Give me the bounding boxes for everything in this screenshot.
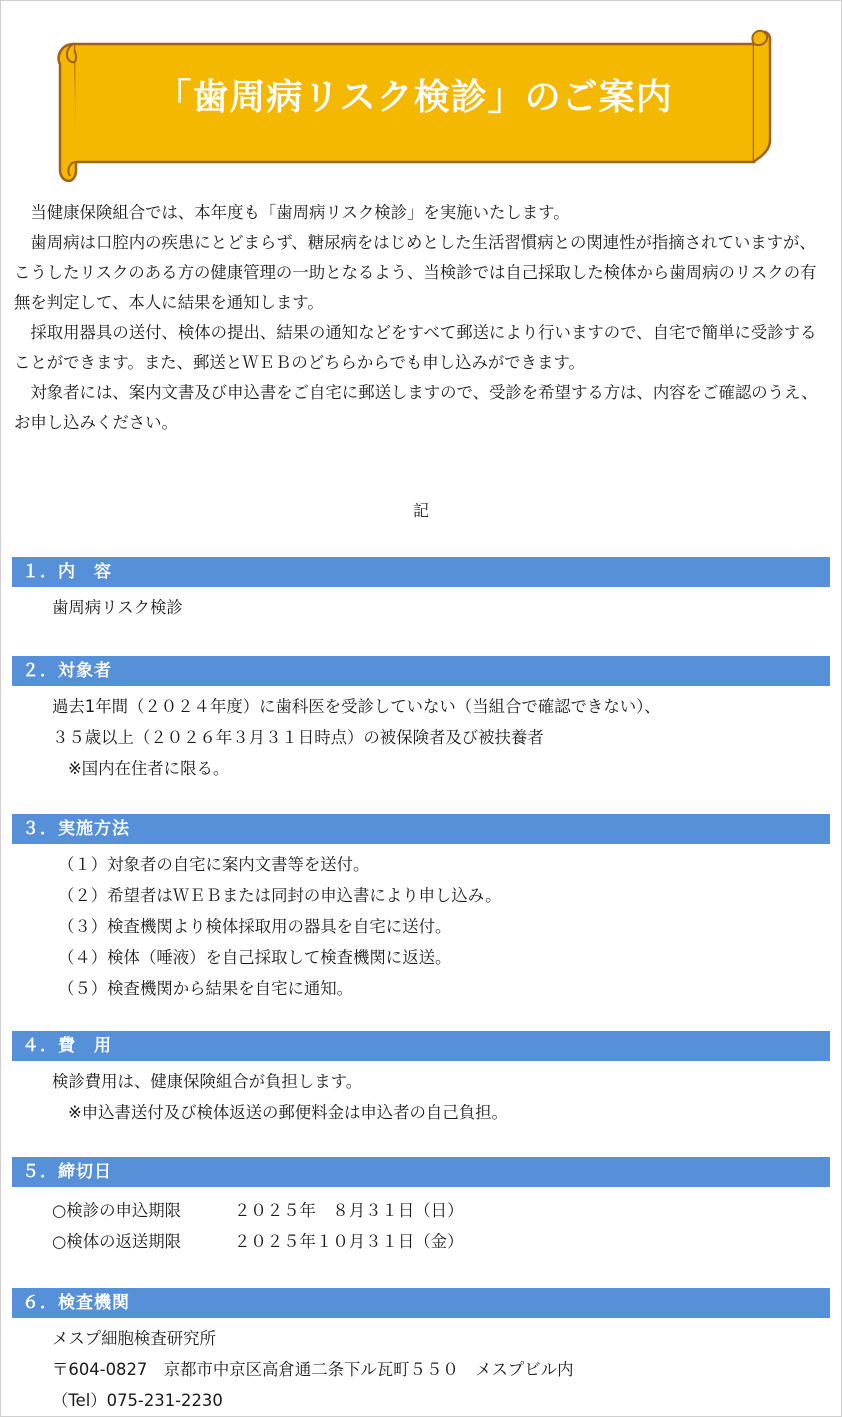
content-text: 歯周病リスク検診 — [52, 598, 183, 617]
section-heading-target: ２．対象者 — [12, 656, 830, 686]
cost-line: 検診費用は、健康保険組合が負担します。 — [52, 1072, 363, 1091]
method-step: （４）検体（唾液）を自己採取して検査機関に返送。 — [58, 948, 452, 967]
deadline-date: ２０２５年 ８月３１日（日） — [234, 1201, 464, 1220]
intro-paragraph: 歯周病は口腔内の疾患にとどまらず、糖尿病をはじめとした生活習慣病との関連性が指摘されていますが、こうしたリスクのある方の健康管理の一助となるよう、当検診では自己採取した検体から歯周病のリスクの有無を判定して、本人に結果を通知します。 — [14, 233, 817, 312]
method-step: （２）希望者はＷＥＢまたは同封の申込書により申し込み。 — [58, 886, 502, 905]
lab-name: メスプ細胞検査研究所 — [52, 1329, 216, 1348]
page-title: 「歯周病リスク検診」のご案内 — [155, 77, 673, 118]
section-heading-lab: ６．検査機関 — [12, 1288, 830, 1318]
section-body-deadline — [52, 1195, 463, 1257]
deadline-row — [52, 1226, 463, 1257]
method-step: （５）検査機関から結果を自宅に通知。 — [58, 979, 354, 998]
cost-note: ※申込書送付及び検体返送の郵便料金は申込者の自己負担。 — [68, 1103, 508, 1122]
deadline-label: ○検体の返送期限 — [52, 1232, 182, 1251]
section-heading-content: １．内 容 — [12, 557, 830, 587]
section-body-lab — [52, 1323, 573, 1416]
method-step: （１）対象者の自宅に案内文書等を送付。 — [58, 855, 370, 874]
intro-paragraph: 当健康保険組合では、本年度も「歯周病リスク検診」を実施いたします。 — [30, 203, 570, 222]
intro-text — [14, 198, 832, 438]
section-heading-method: ３．実施方法 — [12, 814, 830, 844]
intro-paragraph: 対象者には、案内文書及び申込書をご自宅に郵送しますので、受診を希望する方は、内容をご確認のうえ、お申し込みください。 — [14, 383, 818, 432]
ki-mark: 記 — [412, 501, 429, 520]
section-body-content — [52, 592, 183, 623]
lab-phone: （Tel）075-231-2230 — [52, 1391, 223, 1410]
deadline-row — [52, 1195, 463, 1226]
target-line: ３５歳以上（２０２６年３月３１日時点）の被保険者及び被扶養者 — [52, 728, 544, 747]
section-heading-deadline: ５．締切日 — [12, 1157, 830, 1187]
title-banner — [54, 20, 772, 185]
deadline-label: ○検診の申込期限 — [52, 1201, 182, 1220]
section-body-target — [52, 691, 661, 784]
section-body-method — [58, 849, 502, 1004]
section-body-cost — [52, 1066, 508, 1128]
intro-paragraph: 採取用器具の送付、検体の提出、結果の通知などをすべて郵送により行いますので、自宅で簡単に受診することができます。また、郵送とＷＥＢのどちらからでも申し込みができます。 — [14, 323, 817, 372]
method-step: （３）検査機関より検体採取用の器具を自宅に送付。 — [58, 917, 452, 936]
lab-address: 〒604-0827 京都市中京区高倉通二条下ル瓦町５５０ メスプビル内 — [52, 1360, 574, 1379]
target-note: ※国内在住者に限る。 — [68, 759, 230, 778]
deadline-date: ２０２５年１０月３１日（金） — [234, 1232, 464, 1251]
section-heading-cost: ４．費 用 — [12, 1031, 830, 1061]
target-line: 過去1年間（２０２４年度）に歯科医を受診していない（当組合で確認できない）、 — [52, 697, 661, 716]
